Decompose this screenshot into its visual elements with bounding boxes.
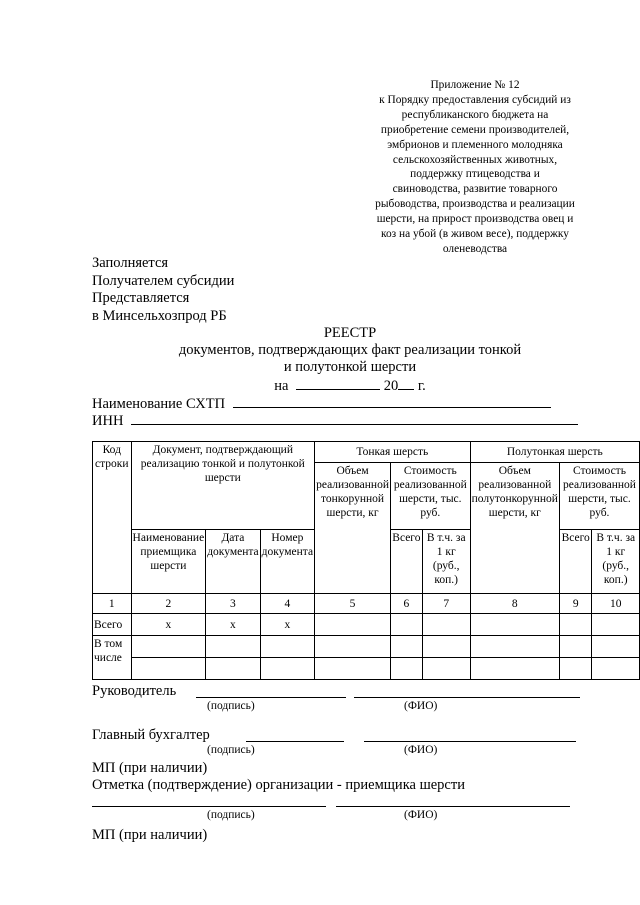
header-volume-fine: Объем реализованной тонкорунной шерсти, кг	[315, 463, 391, 594]
register-title: РЕЕСТР	[323, 325, 377, 341]
table-cell[interactable]	[422, 614, 470, 636]
table-cell[interactable]	[391, 614, 423, 636]
total-mark: x	[206, 614, 260, 636]
table-cell[interactable]	[391, 636, 423, 658]
header-per-kg-semifine: В т.ч. за 1 кг (руб., коп.)	[592, 530, 640, 594]
date-input-line[interactable]	[296, 376, 380, 390]
inn-input-line[interactable]	[131, 411, 578, 425]
column-number: 1	[93, 594, 132, 614]
table-cell[interactable]	[470, 658, 559, 680]
appendix-line: к Порядку предоставления субсидий из	[379, 93, 571, 106]
date-prefix: на	[274, 378, 289, 394]
table-cell[interactable]	[592, 636, 640, 658]
confirm-label: Отметка (подтверждение) организации - приемщика шерсти	[92, 777, 465, 793]
table-cell[interactable]	[559, 614, 592, 636]
table-cell[interactable]	[592, 614, 640, 636]
seal-note: МП (при наличии)	[92, 760, 208, 776]
table-cell[interactable]	[131, 636, 206, 658]
accountant-signature-line[interactable]	[246, 741, 344, 742]
register-title-block	[120, 325, 580, 395]
table-cell[interactable]	[559, 636, 592, 658]
appendix-line: свиноводства, развитие товарного	[392, 183, 558, 196]
column-number: 7	[422, 594, 470, 614]
inn-row	[92, 411, 578, 430]
appendix-line: приобретение семени производителей,	[380, 123, 570, 136]
recipient-sign-caption: (подпись)	[207, 809, 255, 821]
accountant-sign-caption: (подпись)	[207, 744, 255, 756]
appendix-line: сельскохозяйственных животных,	[392, 153, 558, 166]
header-cost-fine: Стоимость реализованной шерсти, тыс. руб.	[391, 463, 471, 530]
register-table	[92, 441, 640, 680]
inn-label: ИНН	[92, 413, 124, 429]
table-cell[interactable]	[131, 658, 206, 680]
header-doc-number: Номер документа	[260, 530, 314, 594]
year-prefix: 20	[383, 378, 399, 394]
appendix-line: поддержку птицеводства и	[410, 168, 540, 181]
accountant-label: Главный бухгалтер	[92, 727, 210, 743]
fill-note-line: в Минсельхозпрод РБ	[92, 307, 227, 324]
name-input-line[interactable]	[233, 394, 551, 408]
table-cell[interactable]	[592, 658, 640, 680]
table-cell[interactable]	[315, 658, 391, 680]
fill-note-line: Получателем субсидии	[92, 272, 235, 289]
row-incl-label: В том числе	[93, 636, 132, 680]
column-number: 10	[592, 594, 640, 614]
table-cell[interactable]	[260, 636, 314, 658]
table-cell[interactable]	[260, 658, 314, 680]
total-mark: x	[131, 614, 206, 636]
column-number: 6	[391, 594, 423, 614]
header-code: Код строки	[93, 442, 132, 594]
fill-note-line: Заполняется	[92, 255, 169, 271]
header-per-kg-fine: В т.ч. за 1 кг (руб., коп.)	[422, 530, 470, 594]
header-document: Документ, подтверждающий реализацию тонкой и полутонкой шерсти	[131, 442, 315, 530]
appendix-line: оленеводства	[442, 242, 508, 255]
recipient-signature-line[interactable]	[92, 806, 326, 807]
table-cell[interactable]	[422, 636, 470, 658]
seal-note: МП (при наличии)	[92, 827, 208, 843]
head-fio-line[interactable]	[354, 697, 580, 698]
header-cost-semifine: Стоимость реализованной шерсти, тыс. руб.	[559, 463, 639, 530]
appendix-line: шерсти, на прирост производства овец и	[376, 213, 574, 226]
accountant-fio-line[interactable]	[364, 741, 576, 742]
table-cell[interactable]	[559, 658, 592, 680]
appendix-line: республиканского бюджета на	[401, 108, 549, 121]
table-cell[interactable]	[391, 658, 423, 680]
head-sign-caption: (подпись)	[207, 700, 255, 712]
header-fine-wool: Тонкая шерсть	[315, 442, 471, 463]
head-signature-line[interactable]	[196, 697, 346, 698]
recipient-fio-caption: (ФИО)	[404, 809, 438, 821]
header-semifine-wool: Полутонкая шерсть	[470, 442, 639, 463]
appendix-block	[360, 78, 590, 257]
header-recipient: Наименование приемщика шерсти	[131, 530, 206, 594]
appendix-number: Приложение № 12	[430, 79, 520, 91]
column-number: 8	[470, 594, 559, 614]
table-cell[interactable]	[470, 614, 559, 636]
total-mark: x	[260, 614, 314, 636]
fill-note	[92, 255, 234, 325]
header-total-semifine: Всего	[559, 530, 592, 594]
table-cell[interactable]	[206, 658, 260, 680]
column-number: 2	[131, 594, 206, 614]
header-volume-semifine: Объем реализованной полутонкорунной шерсти, кг	[470, 463, 559, 594]
column-number: 9	[559, 594, 592, 614]
table-cell[interactable]	[470, 636, 559, 658]
accountant-fio-caption: (ФИО)	[404, 744, 438, 756]
appendix-line: эмбрионов и племенного молодняка	[387, 138, 563, 151]
table-cell[interactable]	[206, 636, 260, 658]
row-total-label: Всего	[93, 614, 132, 636]
appendix-line: коз на убой (в живом весе), поддержку	[381, 228, 569, 241]
appendix-line: рыбоводства, производства и реализации	[375, 198, 575, 211]
fill-note-line: Представляется	[92, 290, 190, 306]
column-number: 5	[315, 594, 391, 614]
register-subtitle: и полутонкой шерсти	[283, 359, 417, 375]
head-fio-caption: (ФИО)	[404, 700, 438, 712]
name-label: Наименование СХТП	[92, 396, 226, 412]
year-suffix: г.	[417, 378, 426, 394]
header-total-fine: Всего	[391, 530, 423, 594]
year-input-line[interactable]	[398, 376, 414, 390]
recipient-fio-line[interactable]	[336, 806, 570, 807]
header-doc-date: Дата документа	[206, 530, 260, 594]
table-cell[interactable]	[315, 614, 391, 636]
column-number: 3	[206, 594, 260, 614]
table-cell[interactable]	[422, 658, 470, 680]
register-subtitle: документов, подтверждающих факт реализации тонкой	[178, 342, 522, 358]
column-number: 4	[260, 594, 314, 614]
table-cell[interactable]	[315, 636, 391, 658]
register-date-line	[120, 376, 580, 395]
head-label: Руководитель	[92, 683, 177, 699]
